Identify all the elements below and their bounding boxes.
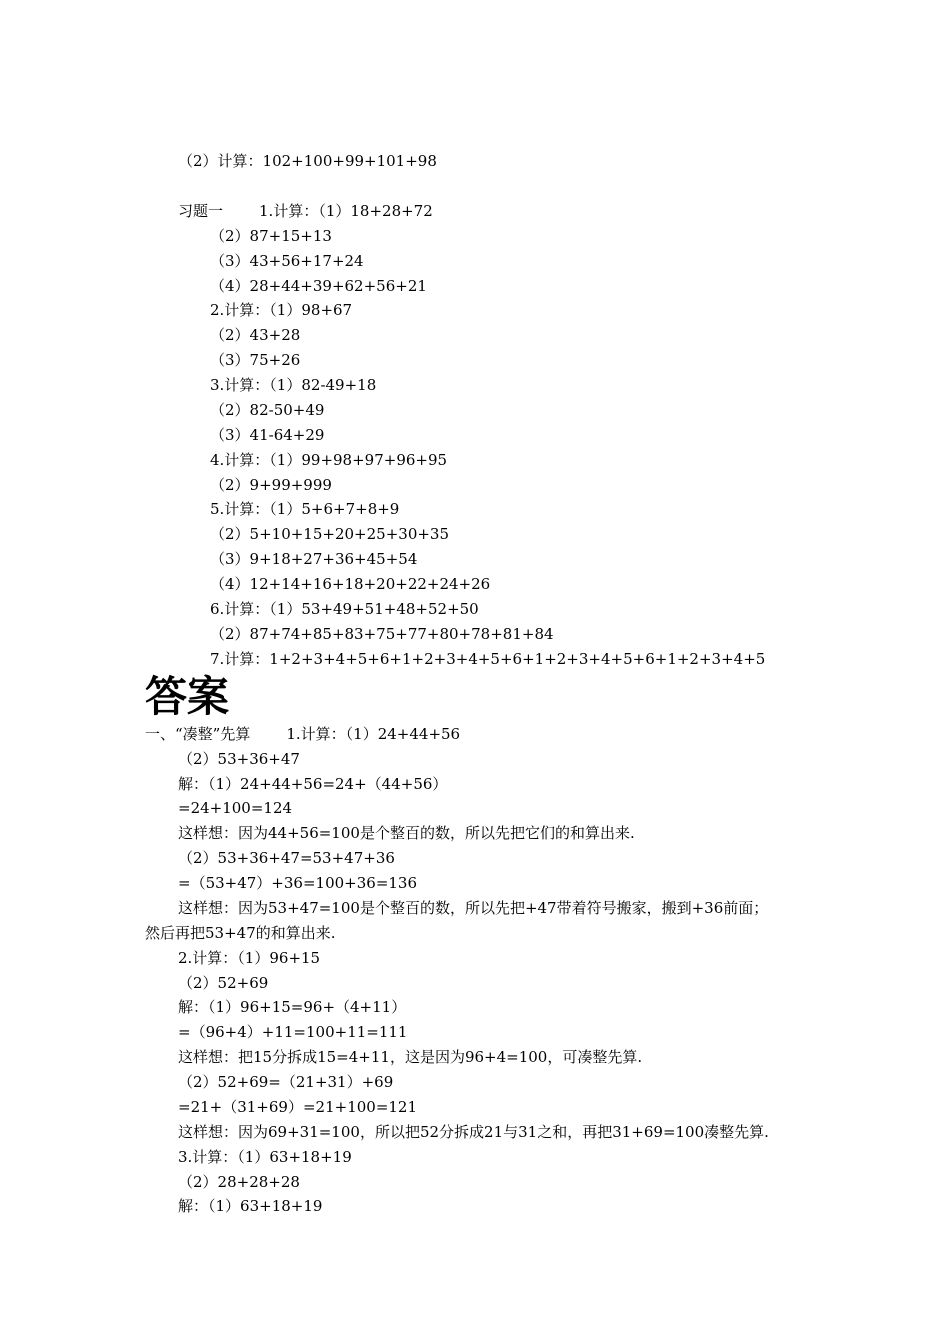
exercise-line: 4.计算：（1）99+98+97+96+95 bbox=[210, 451, 448, 469]
answers-line: 2.计算：（1）96+15 bbox=[178, 949, 321, 967]
answers-line: =（53+47）+36=100+36=136 bbox=[178, 874, 418, 892]
exercise-line: （3）9+18+27+36+45+54 bbox=[210, 550, 418, 568]
answers-line: =24+100=124 bbox=[178, 799, 293, 817]
exercise-line: （3）43+56+17+24 bbox=[210, 252, 364, 270]
answers-heading: 答案 bbox=[145, 672, 230, 721]
exercise-line: 1.计算：（1）18+28+72 bbox=[259, 202, 433, 220]
exercise-line: （2）87+15+13 bbox=[210, 227, 332, 245]
exercise-line: （2）87+74+85+83+75+77+80+78+81+84 bbox=[210, 625, 554, 643]
answers-line: 解：（1）24+44+56=24+（44+56） bbox=[178, 775, 448, 793]
exercise-line: （3）41-64+29 bbox=[210, 426, 325, 444]
exercise-label: 习题一 bbox=[178, 202, 224, 220]
answers-line: =21+（31+69）=21+100=121 bbox=[178, 1098, 418, 1116]
answers-line: 然后再把53+47的和算出来. bbox=[145, 924, 336, 942]
exercise-line: 5.计算：（1）5+6+7+8+9 bbox=[210, 500, 400, 518]
exercise-line: 3.计算：（1）82-49+18 bbox=[210, 376, 377, 394]
answers-line: 这样想：因为53+47=100是个整百的数，所以先把+47带着符号搬家，搬到+36前面； bbox=[178, 899, 769, 917]
answers-line: 1.计算：（1）24+44+56 bbox=[286, 725, 461, 743]
answers-line: 解：（1）63+18+19 bbox=[178, 1197, 323, 1215]
answers-line: =（96+4）+11=100+11=111 bbox=[178, 1023, 408, 1041]
answers-line: （2）52+69=（21+31）+69 bbox=[178, 1073, 394, 1091]
exercise-line: （2）9+99+999 bbox=[210, 476, 332, 494]
answers-section-label: 一、“凑整”先算 bbox=[145, 725, 251, 743]
answers-line: 这样想：因为44+56=100是个整百的数，所以先把它们的和算出来. bbox=[178, 824, 635, 842]
answers-line: 3.计算：（1）63+18+19 bbox=[178, 1148, 352, 1166]
exercise-line: （2）5+10+15+20+25+30+35 bbox=[210, 525, 450, 543]
answers-line: （2）53+36+47=53+47+36 bbox=[178, 849, 395, 867]
answers-line: （2）28+28+28 bbox=[178, 1173, 300, 1191]
answers-line: （2）52+69 bbox=[178, 974, 269, 992]
exercise-line: （4）12+14+16+18+20+22+24+26 bbox=[210, 575, 491, 593]
answers-line: 这样想：把15分拆成15=4+11，这是因为96+4=100，可凑整先算. bbox=[178, 1048, 643, 1066]
answers-line: 这样想：因为69+31=100，所以把52分拆成21与31之和，再把31+69=100凑整先算. bbox=[178, 1123, 769, 1141]
problem-line-top: （2）计算：102+100+99+101+98 bbox=[178, 152, 437, 170]
exercise-line: （2）43+28 bbox=[210, 326, 301, 344]
exercise-line: （2）82-50+49 bbox=[210, 401, 325, 419]
exercise-line: 6.计算：（1）53+49+51+48+52+50 bbox=[210, 600, 479, 618]
answers-line: （2）53+36+47 bbox=[178, 750, 300, 768]
exercise-line: 2.计算：（1）98+67 bbox=[210, 301, 353, 319]
exercise-line: （4）28+44+39+62+56+21 bbox=[210, 277, 427, 295]
exercise-header-line bbox=[178, 201, 433, 221]
answers-section-line bbox=[145, 724, 460, 744]
exercise-line: 7.计算：1+2+3+4+5+6+1+2+3+4+5+6+1+2+3+4+5+6+1+2+3+4+5 bbox=[210, 650, 766, 668]
exercise-line: （3）75+26 bbox=[210, 351, 301, 369]
answers-line: 解：（1）96+15=96+（4+11） bbox=[178, 998, 407, 1016]
